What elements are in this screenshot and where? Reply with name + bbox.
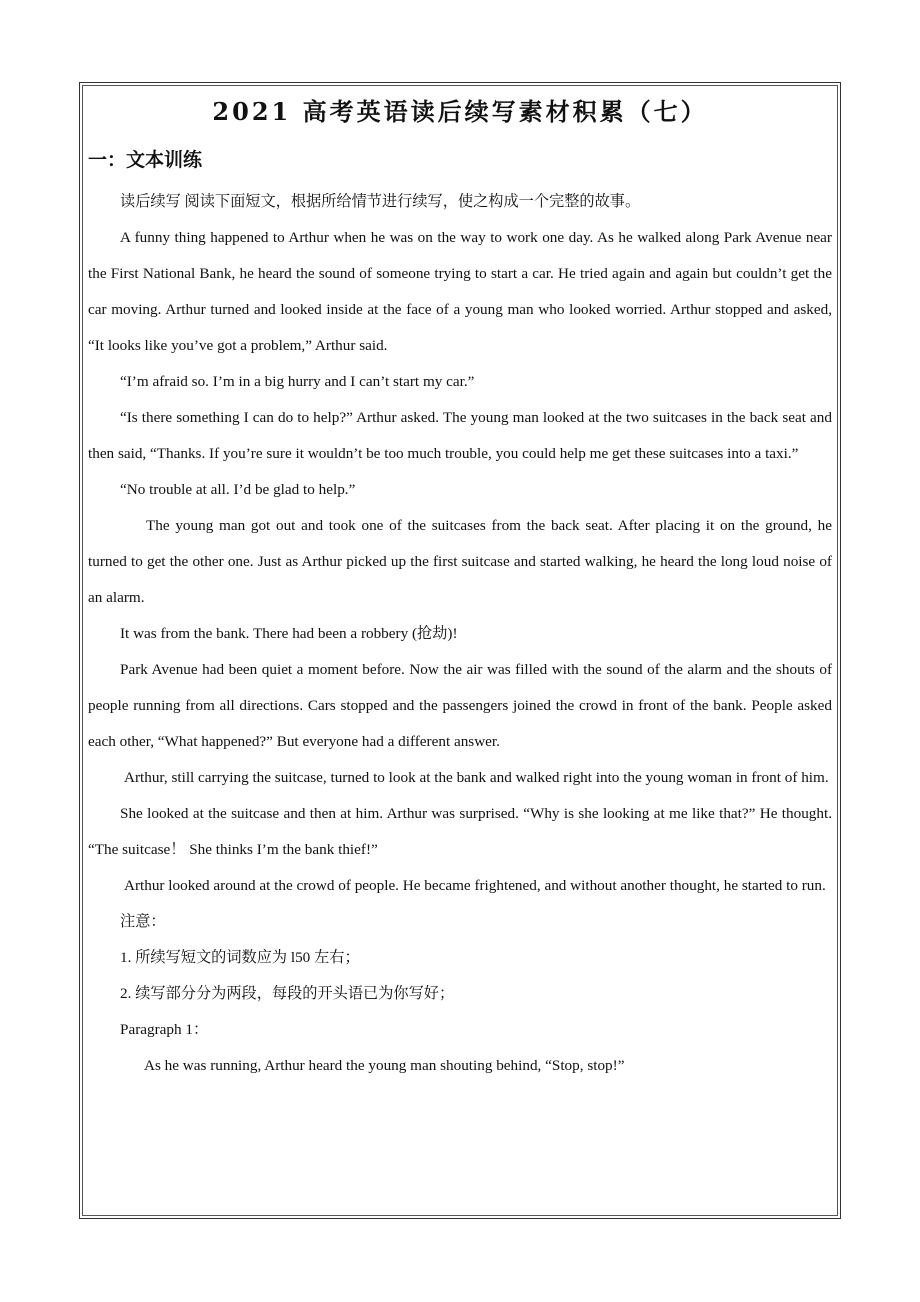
story-paragraph: Arthur, still carrying the suitcase, turned to look at the bank and walked right into the young woman in front of him. <box>124 769 829 786</box>
note-item: 2. 续写部分分为两段，每段的开头语已为你写好； <box>120 985 455 1002</box>
document-body <box>88 184 832 1084</box>
note-item: 1. 所续写短文的词数应为 l50 左右； <box>120 949 360 966</box>
document-title: 2021 高考英语读后续写素材积累（七） <box>212 97 708 126</box>
story-paragraph: Park Avenue had been quiet a moment before. Now the air was filled with the sound of the alarm and the shouts of people running from all directions. Cars stopped and the passengers joined the crowd in front of the bank. People asked each other, “What happened?” But everyone had a different answer. <box>88 661 832 750</box>
paragraph-opening: As he was running, Arthur heard the young man shouting behind, “Stop, stop!” <box>144 1057 625 1074</box>
instruction-paragraph: 读后续写 阅读下面短文，根据所给情节进行续写，使之构成一个完整的故事。 <box>120 193 641 210</box>
section-heading: 一：文本训练 <box>88 149 203 171</box>
story-paragraph: Arthur looked around at the crowd of people. He became frightened, and without another thought, he started to run. <box>124 877 826 894</box>
story-paragraph: “No trouble at all. I’d be glad to help.” <box>120 481 356 498</box>
story-paragraph: A funny thing happened to Arthur when he was on the way to work one day. As he walked along Park Avenue near the First National Bank, he heard the sound of someone trying to start a car. He tried again and again but couldn’t get the car moving. Arthur turned and looked inside at the face of a young man who looked worried. Arthur stopped and asked, “It looks like you’ve got a problem,” Arthur said. <box>88 229 832 354</box>
paragraph-label: Paragraph 1： <box>120 1021 209 1038</box>
story-paragraph: It was from the bank. There had been a robbery (抢劫)! <box>120 625 458 642</box>
story-paragraph: She looked at the suitcase and then at him. Arthur was surprised. “Why is she looking at me like that?” He thought. “The suitcase！ She thinks I’m the bank thief!” <box>88 805 832 858</box>
note-heading: 注意： <box>120 913 166 930</box>
story-paragraph: The young man got out and took one of the suitcases from the back seat. After placing it on the ground, he turned to get the other one. Just as Arthur picked up the first suitcase and started walking, he heard the long loud noise of an alarm. <box>88 517 832 606</box>
story-paragraph: “Is there something I can do to help?” Arthur asked. The young man looked at the two suitcases in the back seat and then said, “Thanks. If you’re sure it wouldn’t be too much trouble, you could help me get these suitcases into a taxi.” <box>88 409 832 462</box>
story-paragraph: “I’m afraid so. I’m in a big hurry and I can’t start my car.” <box>120 373 475 390</box>
